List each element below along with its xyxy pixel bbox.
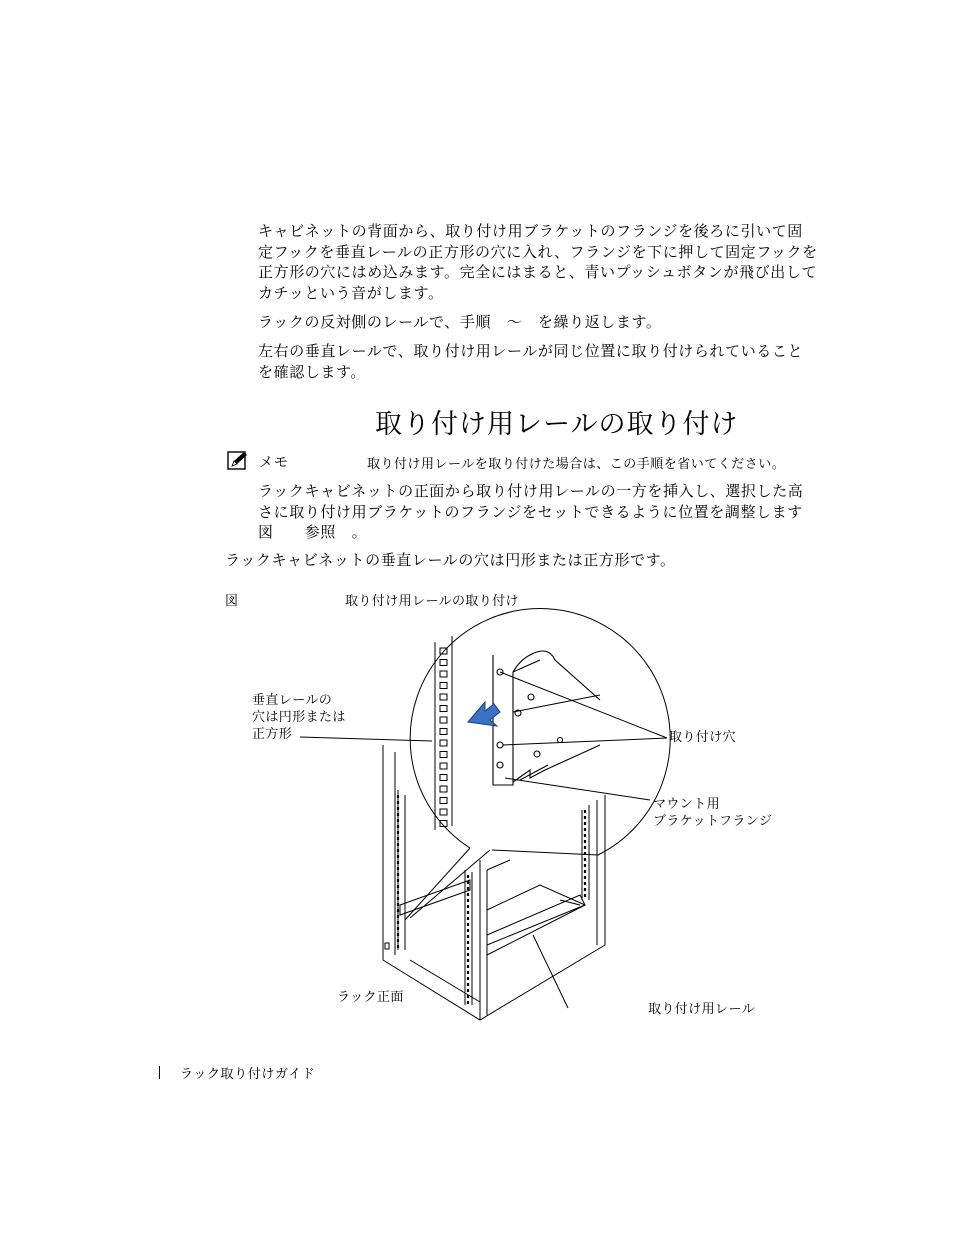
rail-square-hole [440,671,447,677]
body-text: ラックキャビネットの垂直レールの穴は円形または正方形です。 [225,551,676,569]
rail-square-hole [440,660,447,666]
callout-vertical-rail-holes-line3: 正方形 [252,727,293,742]
step-repeat: ラックの反対側のレールで、手順 ～ を繰り返します。 [258,313,662,331]
footer-page-marker [159,1066,160,1079]
callout-vertical-rail-holes-line1: 垂直レールの [252,693,333,708]
callout-bracket-flange-line2: ブラケットフランジ [653,814,773,829]
figure-title: 取り付け用レールの取り付け [345,594,519,609]
note-text: 取り付け用レールを取り付けた場合は、この手順を省いてください。 [367,457,786,472]
footer-guide-title: ラック取り付けガイド [180,1067,316,1082]
rail-square-hole [440,706,447,712]
callout-mounting-rail: 取り付け用レール [648,1002,755,1017]
rail-square-hole [440,752,447,758]
callout-vertical-rail-holes-line2: 穴は円形または [252,710,346,725]
callout-bracket-flange [653,796,772,830]
callout-vertical-rail-holes [252,692,346,743]
step-verify: 左右の垂直レールで、取り付け用レールが同じ位置に取り付けられていることを確認します。 [258,342,804,381]
figure-label: 図 [225,594,239,609]
insert-direction-arrow [468,702,500,726]
rail-square-hole [440,809,447,815]
rail-square-hole [440,729,447,735]
callout-mounting-holes: 取り付け穴 [669,730,737,745]
rail-square-hole [440,798,447,804]
rail-square-hole [440,717,447,723]
rail-square-hole [440,740,447,746]
rail-square-hole [440,694,447,700]
rail-square-hole [440,763,447,769]
rail-square-hole [440,786,447,792]
section-title: 取り付け用レールの取り付け [375,409,739,440]
rail-square-hole [440,775,447,781]
step-insert-rail: ラックキャビネットの正面から取り付け用レールの一方を挿入し、選択した高さに取り付け用ブラケットのフランジをセットできるように位置を調整します 図 参照 。 [258,482,819,541]
rail-square-hole [440,683,447,689]
step-flange-hook: キャビネットの背面から、取り付け用ブラケットのフランジを後ろに引いて固定フックを垂直レールの正方形の穴に入れ、フランジを下に押して固定フックを正方形の穴にはめ込みます。完全にはまると、青いプッシュボタンが飛び出してカチッという音がします。 [258,222,818,302]
callout-bracket-flange-line1: マウント用 [653,797,721,812]
callout-rack-front: ラック正面 [337,990,404,1005]
note-label: メモ [259,455,289,471]
